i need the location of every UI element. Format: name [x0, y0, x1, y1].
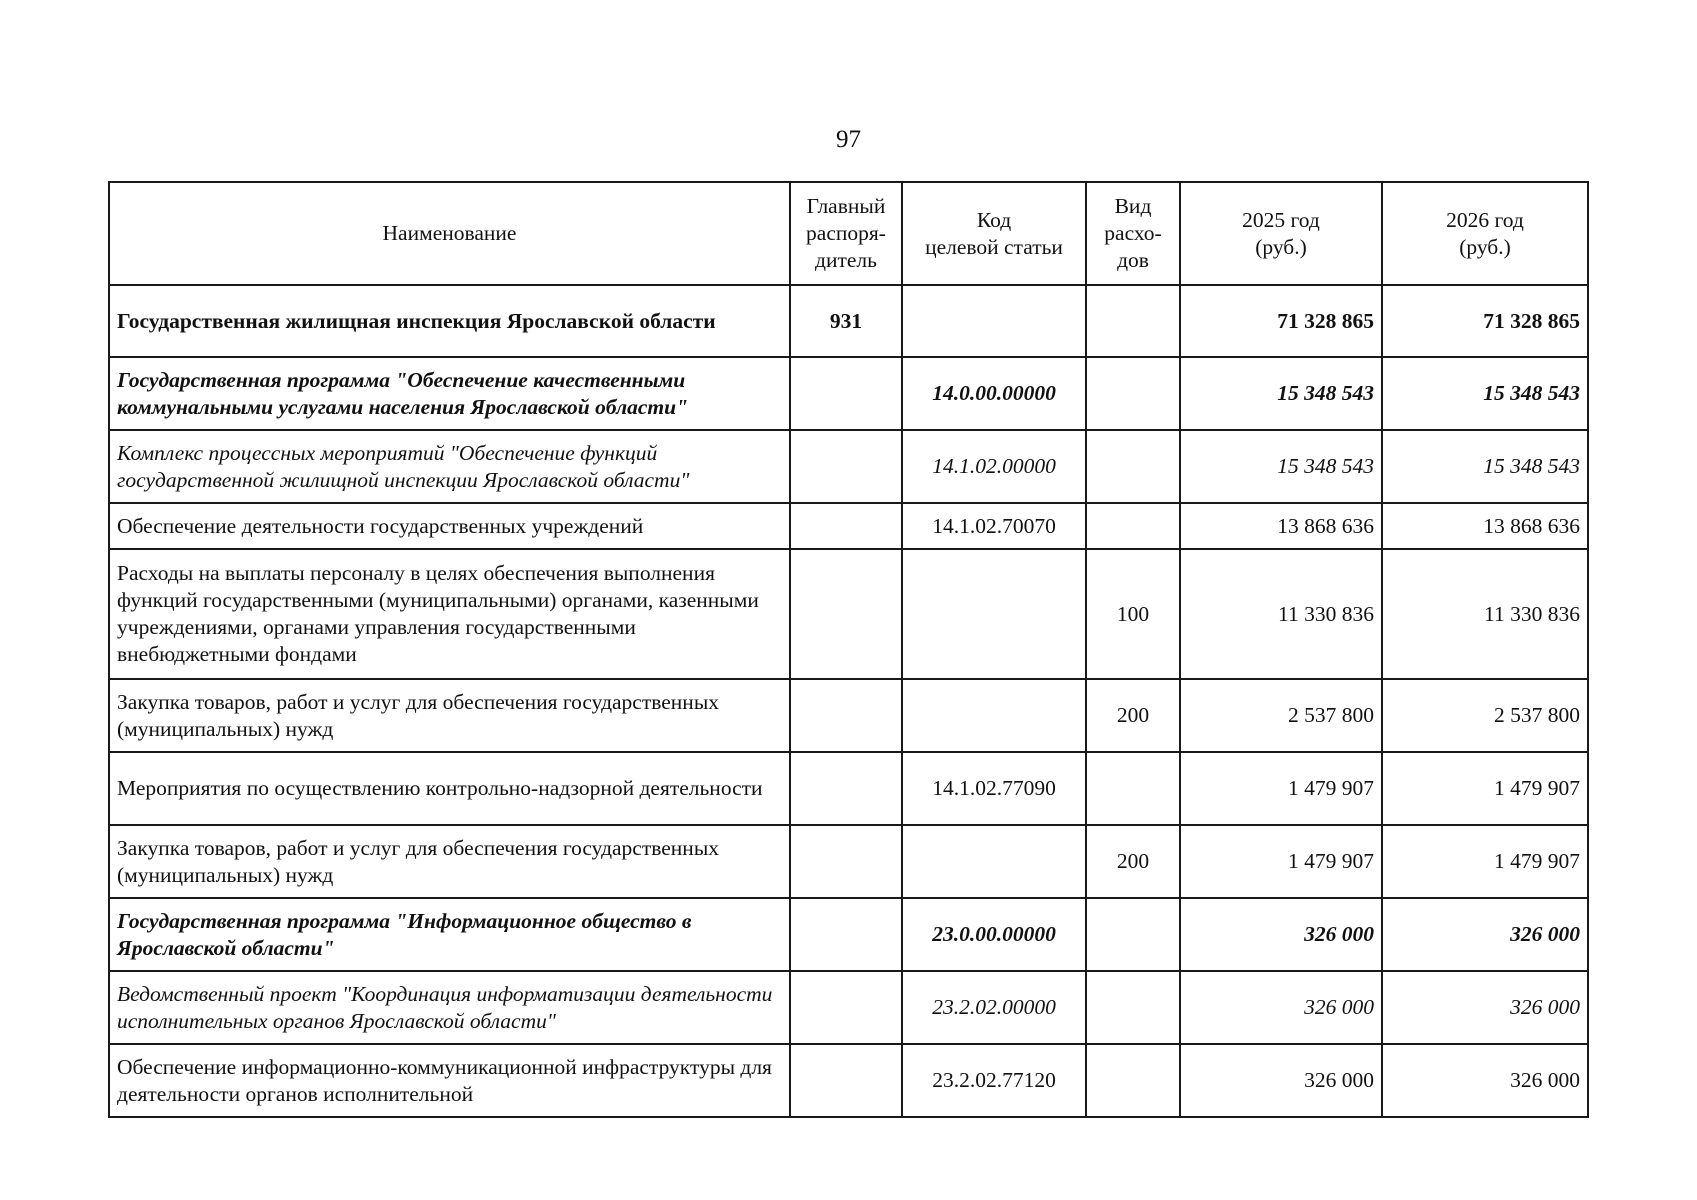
cell-amount-2026: 326 000 — [1382, 898, 1588, 971]
header-expense-type-line: Вид — [1114, 194, 1152, 219]
header-chief-manager-line: Главный — [806, 194, 886, 219]
header-target-code-line: целевой статьи — [925, 234, 1063, 259]
table-row — [109, 825, 1588, 898]
table-row — [109, 971, 1588, 1044]
header-year-2026-line: (руб.) — [1459, 234, 1511, 259]
table-header-row — [109, 182, 1588, 285]
cell-name: Комплекс процессных мероприятий "Обеспечение функций государственной жилищной инспекции Ярославской области" — [109, 430, 790, 503]
cell-chief-manager — [790, 752, 902, 825]
cell-target-code: 14.1.02.77090 — [902, 752, 1086, 825]
header-chief-manager — [790, 182, 902, 285]
cell-name: Обеспечение деятельности государственных учреждений — [109, 503, 790, 549]
cell-chief-manager — [790, 357, 902, 430]
cell-expense-type: 100 — [1086, 549, 1180, 679]
cell-amount-2026: 15 348 543 — [1382, 357, 1588, 430]
cell-target-code: 14.1.02.70070 — [902, 503, 1086, 549]
cell-chief-manager — [790, 898, 902, 971]
cell-target-code — [902, 549, 1086, 679]
cell-amount-2025: 326 000 — [1180, 971, 1382, 1044]
cell-chief-manager — [790, 1044, 902, 1117]
cell-expense-type — [1086, 357, 1180, 430]
cell-expense-type — [1086, 971, 1180, 1044]
header-name-label: Наименование — [382, 221, 517, 246]
cell-target-code — [902, 825, 1086, 898]
cell-amount-2026: 326 000 — [1382, 971, 1588, 1044]
header-year-2025-line: 2025 год — [1242, 207, 1320, 232]
cell-name: Государственная жилищная инспекция Ярославской области — [109, 285, 790, 357]
cell-amount-2025: 1 479 907 — [1180, 825, 1382, 898]
cell-expense-type — [1086, 1044, 1180, 1117]
cell-amount-2025: 11 330 836 — [1180, 549, 1382, 679]
cell-chief-manager: 931 — [790, 285, 902, 357]
header-year-2026-line: 2026 год — [1446, 207, 1524, 232]
budget-table — [108, 181, 1589, 1118]
header-chief-manager-line: распоря- — [806, 221, 886, 246]
cell-amount-2025: 15 348 543 — [1180, 357, 1382, 430]
table-row — [109, 679, 1588, 752]
cell-amount-2026: 1 479 907 — [1382, 752, 1588, 825]
cell-amount-2026: 15 348 543 — [1382, 430, 1588, 503]
header-expense-type-line: дов — [1117, 247, 1149, 272]
cell-chief-manager — [790, 679, 902, 752]
cell-target-code: 23.2.02.00000 — [902, 971, 1086, 1044]
cell-name: Обеспечение информационно-коммуникационной инфраструктуры для деятельности органов исполнительной — [109, 1044, 790, 1117]
cell-expense-type — [1086, 752, 1180, 825]
header-chief-manager-line: дитель — [815, 247, 877, 272]
cell-expense-type — [1086, 898, 1180, 971]
table-row — [109, 752, 1588, 825]
table-row — [109, 898, 1588, 971]
cell-chief-manager — [790, 503, 902, 549]
cell-target-code — [902, 679, 1086, 752]
cell-amount-2025: 326 000 — [1180, 898, 1382, 971]
cell-amount-2025: 326 000 — [1180, 1044, 1382, 1117]
table-row — [109, 1044, 1588, 1117]
cell-expense-type — [1086, 285, 1180, 357]
cell-chief-manager — [790, 430, 902, 503]
cell-amount-2025: 2 537 800 — [1180, 679, 1382, 752]
cell-name: Закупка товаров, работ и услуг для обеспечения государственных (муниципальных) нужд — [109, 679, 790, 752]
cell-expense-type — [1086, 503, 1180, 549]
table-row — [109, 285, 1588, 357]
cell-chief-manager — [790, 825, 902, 898]
cell-name: Расходы на выплаты персоналу в целях обеспечения выполнения функций государственными (муниципальными) органами, казенными учреждениями, органами управления государственными внебюджетными фондами — [109, 549, 790, 679]
cell-name: Закупка товаров, работ и услуг для обеспечения государственных (муниципальных) нужд — [109, 825, 790, 898]
table-row — [109, 430, 1588, 503]
header-year-2026 — [1382, 182, 1588, 285]
cell-chief-manager — [790, 549, 902, 679]
cell-amount-2026: 1 479 907 — [1382, 825, 1588, 898]
cell-name: Государственная программа "Информационное общество в Ярославской области" — [109, 898, 790, 971]
header-year-2025 — [1180, 182, 1382, 285]
cell-amount-2025: 13 868 636 — [1180, 503, 1382, 549]
cell-name: Мероприятия по осуществлению контрольно-надзорной деятельности — [109, 752, 790, 825]
header-year-2025-line: (руб.) — [1255, 234, 1307, 259]
cell-amount-2026: 71 328 865 — [1382, 285, 1588, 357]
cell-name: Ведомственный проект "Координация информатизации деятельности исполнительных органов Ярославской области" — [109, 971, 790, 1044]
cell-amount-2026: 11 330 836 — [1382, 549, 1588, 679]
cell-expense-type — [1086, 430, 1180, 503]
cell-target-code: 14.1.02.00000 — [902, 430, 1086, 503]
cell-target-code: 23.2.02.77120 — [902, 1044, 1086, 1117]
cell-name: Государственная программа "Обеспечение качественными коммунальными услугами населения Ярославской области" — [109, 357, 790, 430]
header-name — [109, 182, 790, 285]
cell-target-code: 14.0.00.00000 — [902, 357, 1086, 430]
header-expense-type — [1086, 182, 1180, 285]
cell-expense-type: 200 — [1086, 825, 1180, 898]
cell-chief-manager — [790, 971, 902, 1044]
page-number: 97 — [836, 126, 861, 153]
cell-target-code — [902, 285, 1086, 357]
header-target-code — [902, 182, 1086, 285]
cell-amount-2025: 15 348 543 — [1180, 430, 1382, 503]
cell-amount-2026: 326 000 — [1382, 1044, 1588, 1117]
table-row — [109, 503, 1588, 549]
cell-amount-2026: 2 537 800 — [1382, 679, 1588, 752]
cell-expense-type: 200 — [1086, 679, 1180, 752]
header-expense-type-line: расхо- — [1104, 221, 1162, 246]
cell-amount-2026: 13 868 636 — [1382, 503, 1588, 549]
table-row — [109, 549, 1588, 679]
cell-amount-2025: 1 479 907 — [1180, 752, 1382, 825]
cell-amount-2025: 71 328 865 — [1180, 285, 1382, 357]
table-row — [109, 357, 1588, 430]
cell-target-code: 23.0.00.00000 — [902, 898, 1086, 971]
header-target-code-line: Код — [976, 207, 1012, 232]
